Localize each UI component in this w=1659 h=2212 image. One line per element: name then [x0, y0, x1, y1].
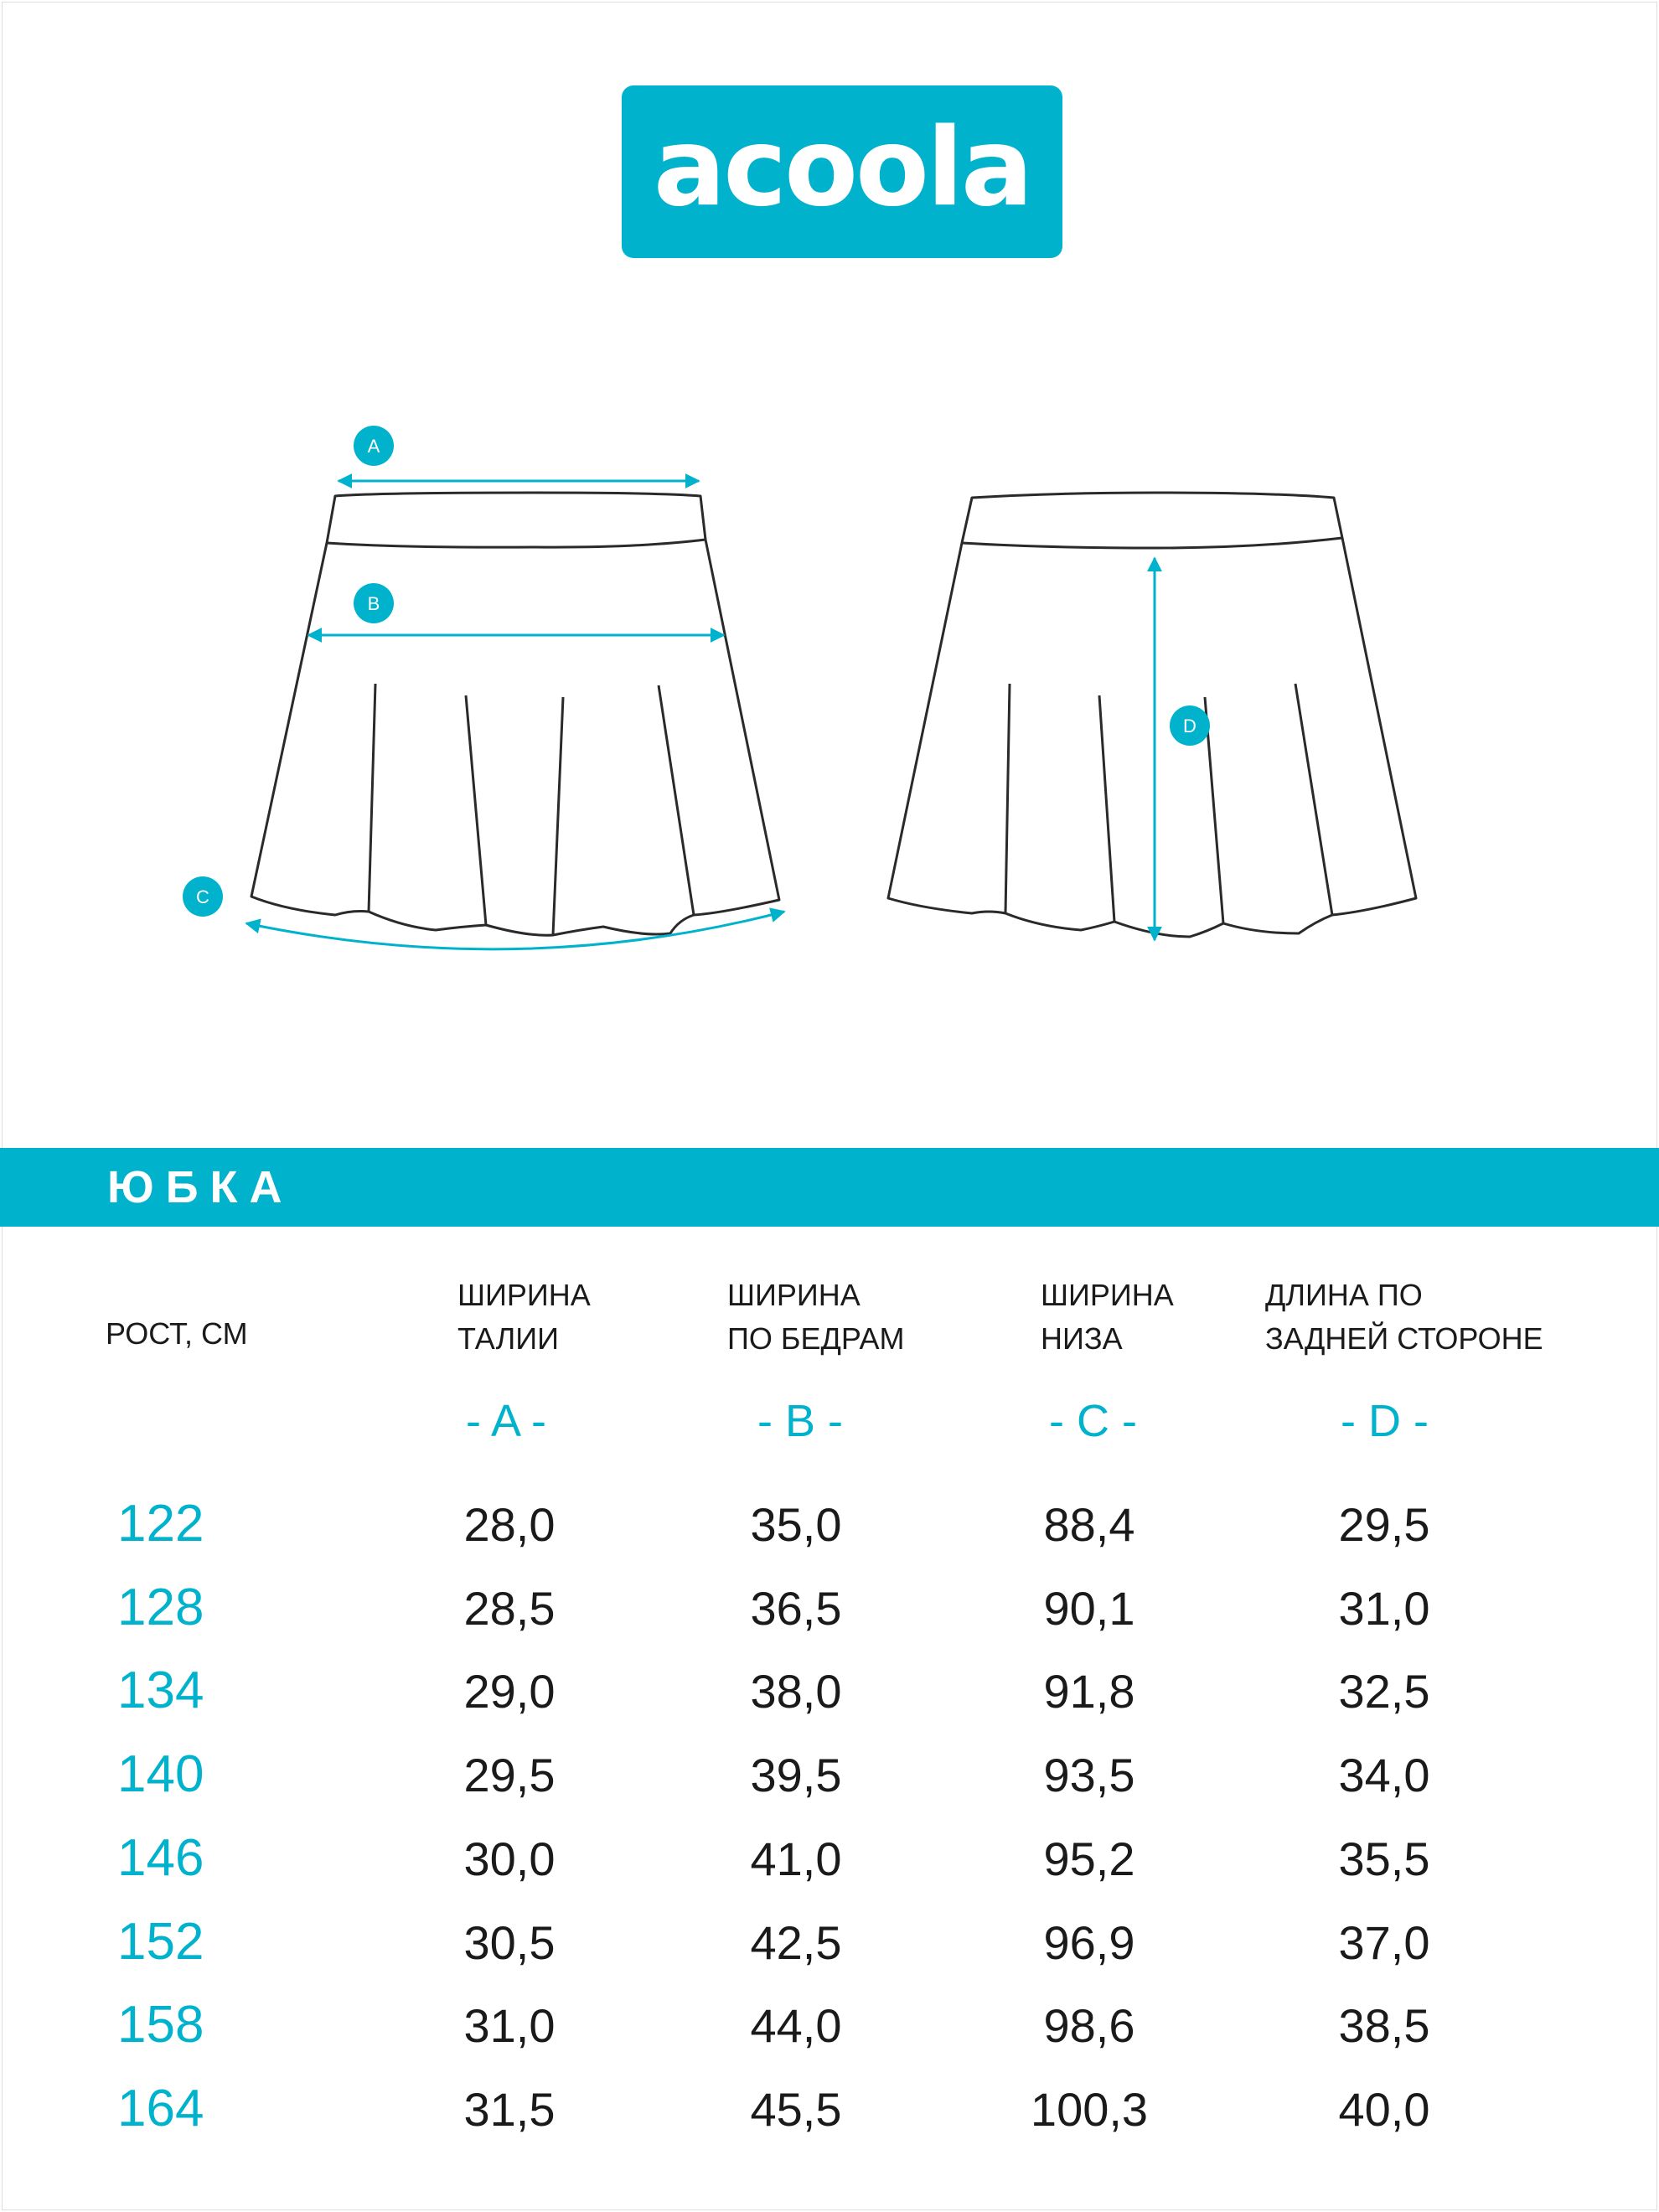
measurement-cell: 98,6: [1043, 1999, 1135, 2052]
brand-logo: [622, 85, 1062, 258]
marker-d-label: D: [1183, 716, 1196, 736]
size-cell: 128: [117, 1579, 204, 1636]
measurement-cell: 96,9: [1043, 1916, 1135, 1969]
front-waistband: [327, 493, 705, 547]
column-header-c: ШИРИНА НИЗА: [1041, 1278, 1174, 1356]
measurement-cell: 90,1: [1043, 1582, 1135, 1635]
measurement-cell: 28,5: [463, 1582, 556, 1635]
column-letter-c: - C -: [1049, 1396, 1137, 1446]
marker-a: [354, 426, 394, 466]
front-pleat-2: [466, 695, 486, 925]
marker-c-label: C: [196, 886, 209, 907]
marker-b: [354, 583, 394, 623]
measurement-cell: 35,5: [1338, 1832, 1430, 1885]
measurement-cell: 32,5: [1338, 1665, 1430, 1718]
skirt-back-drawing: [888, 493, 1416, 937]
measure-c-line: [246, 912, 784, 949]
measurement-lines: [246, 481, 1155, 949]
measurement-cell: 31,0: [463, 1999, 556, 2052]
measurement-cell: 91,8: [1043, 1665, 1135, 1718]
column-letter-d: - D -: [1341, 1396, 1429, 1446]
size-cell: 146: [117, 1829, 204, 1887]
brand-logo-text: acoola: [653, 106, 1031, 230]
back-pleat-2: [1099, 695, 1114, 922]
back-skirt-body: [888, 538, 1416, 937]
measurement-cell: 35,0: [750, 1498, 842, 1551]
size-cell: 158: [117, 1996, 204, 2054]
measurement-cell: 29,0: [463, 1665, 556, 1718]
front-skirt-body: [251, 540, 779, 935]
front-pleat-1: [369, 684, 375, 912]
marker-b-label: B: [367, 593, 380, 614]
section-band: [0, 1148, 1659, 1227]
measurement-cell: 29,5: [1338, 1498, 1430, 1551]
front-pleat-3: [553, 697, 563, 935]
marker-d: [1170, 705, 1210, 746]
measurement-cell: 34,0: [1338, 1749, 1430, 1801]
measurement-cell: 29,5: [463, 1749, 556, 1801]
measurement-cell: 42,5: [750, 1916, 842, 1969]
measurement-cell: 38,0: [750, 1665, 842, 1718]
size-cell: 134: [117, 1662, 204, 1719]
measurement-cell: 44,0: [750, 1999, 842, 2052]
measurement-cell: 28,0: [463, 1498, 556, 1551]
measurement-cell: 45,5: [750, 2083, 842, 2136]
measurement-cell: 95,2: [1043, 1832, 1135, 1885]
size-cell: 152: [117, 1913, 204, 1971]
back-pleat-4: [1295, 684, 1332, 915]
column-letter-a: - A -: [466, 1396, 547, 1446]
back-pleat-1: [1005, 684, 1010, 913]
skirt-front-drawing: [251, 493, 779, 935]
measurement-cell: 37,0: [1338, 1916, 1430, 1969]
size-cell: 122: [117, 1495, 204, 1553]
measurement-cell: 36,5: [750, 1582, 842, 1635]
measurement-cell: 93,5: [1043, 1749, 1135, 1801]
measurement-cell: 31,5: [463, 2083, 556, 2136]
marker-a-label: A: [367, 436, 380, 457]
measurement-cell: 41,0: [750, 1832, 842, 1885]
measurement-cell: 100,3: [1030, 2083, 1149, 2136]
measurement-cell: 31,0: [1338, 1582, 1430, 1635]
measurement-cell: 40,0: [1338, 2083, 1430, 2136]
measurement-cell: 39,5: [750, 1749, 842, 1801]
measurement-cell: 30,5: [463, 1916, 556, 1969]
section-title: ЮБКА: [107, 1162, 294, 1212]
size-column-header: РОСТ, СМ: [106, 1316, 248, 1351]
size-cell: 140: [117, 1745, 204, 1803]
skirt-measurement-diagram: [0, 394, 1659, 997]
column-letter-b: - B -: [757, 1396, 843, 1446]
column-header-b: ШИРИНА ПО БЕДРАМ: [727, 1278, 905, 1356]
measurement-cell: 88,4: [1043, 1498, 1135, 1551]
measurement-cell: 30,0: [463, 1832, 556, 1885]
marker-c: [183, 876, 223, 917]
column-header-d: ДЛИНА ПО ЗАДНЕЙ СТОРОНЕ: [1265, 1278, 1543, 1356]
front-pleat-4: [659, 685, 694, 915]
back-waistband: [962, 493, 1342, 548]
measurement-cell: 38,5: [1338, 1999, 1430, 2052]
column-header-a: ШИРИНА ТАЛИИ: [457, 1278, 591, 1356]
size-cell: 164: [117, 2080, 204, 2137]
